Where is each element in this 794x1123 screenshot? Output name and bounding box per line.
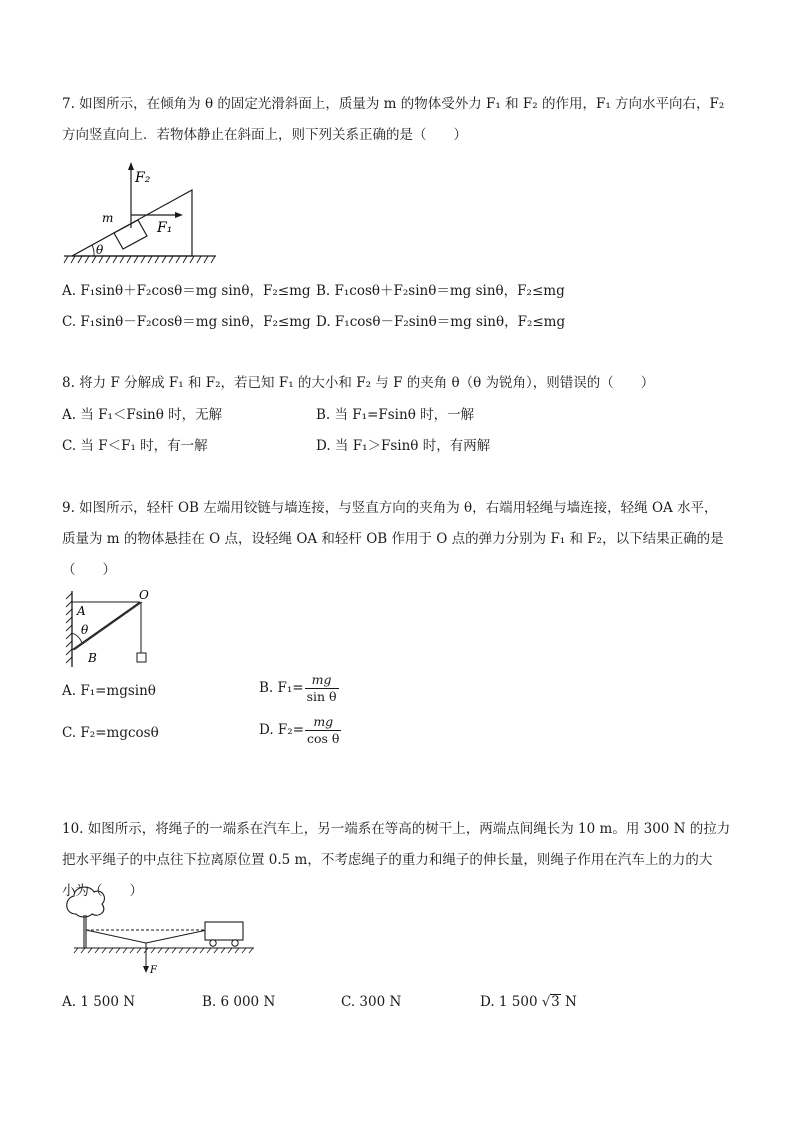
theta-label: θ — [81, 623, 89, 637]
rope-right — [146, 930, 207, 943]
q8-option-a: A. 当 F₁＜Fsinθ 时，无解 — [62, 407, 223, 423]
q8-option-d: D. 当 F₁＞Fsinθ 时，有两解 — [316, 438, 491, 454]
q10-option-b: B. 6 000 N — [202, 994, 276, 1010]
car-body — [205, 922, 243, 940]
point-a-label: A — [77, 604, 86, 618]
q10-rope-figure — [62, 884, 262, 976]
q8-option-b: B. 当 F₁=Fsinθ 时，一解 — [316, 407, 475, 423]
q9-option-d-fraction — [305, 714, 341, 747]
q9-option-d-denominator: cos θ — [307, 731, 340, 746]
q10-option-d-suffix: N — [560, 994, 577, 1010]
q9-option-d — [259, 714, 341, 747]
q9-stem-line3: （ ） — [62, 562, 116, 578]
q10-option-c: C. 300 N — [341, 994, 402, 1010]
q7-option-b: B. F₁cosθ＋F₂sinθ＝mg sinθ，F₂≤mg — [316, 283, 565, 299]
car-wheel-left — [210, 940, 216, 946]
q9-option-b-numerator: mg — [305, 672, 339, 689]
q7-option-a: A. F₁sinθ＋F₂cosθ＝mg sinθ，F₂≤mg — [62, 283, 311, 299]
q9-option-b-prefix: B. F₁= — [259, 680, 304, 696]
sqrt-sign: √ — [541, 995, 551, 1010]
q10-option-d — [480, 993, 577, 1012]
q10-option-a: A. 1 500 N — [62, 994, 136, 1010]
q9-option-c: C. F₂=mgcosθ — [62, 725, 159, 741]
theta-label: θ — [96, 243, 104, 257]
q7-option-d: D. F₁cosθ－F₂sinθ＝mg sinθ，F₂≤mg — [316, 314, 566, 330]
q9-stem-line2: 质量为 m 的物体悬挂在 O 点，设轻绳 OA 和轻杆 OB 作用于 O 点的弹力分别为 F₁ 和 F₂，以下结果正确的是 — [62, 531, 724, 547]
mass-label: m — [102, 211, 114, 225]
q9-option-b — [259, 672, 339, 705]
q7-stem-line2: 方向竖直向上．若物体静止在斜面上，则下列关系正确的是（ ） — [62, 127, 467, 143]
car-wheel-right — [232, 940, 238, 946]
rope-left — [86, 930, 146, 943]
f2-label: F₂ — [135, 170, 151, 186]
q9-rod-figure — [64, 589, 164, 669]
q7-option-c: C. F₁sinθ－F₂cosθ＝mg sinθ，F₂≤mg — [62, 314, 311, 330]
q8-option-c: C. 当 F＜F₁ 时，有一解 — [62, 438, 208, 454]
force-label: F — [150, 965, 157, 976]
q9-option-b-fraction — [305, 672, 339, 705]
q10-option-d-prefix: D. 1 500 — [480, 994, 538, 1010]
point-b-label: B — [88, 651, 97, 665]
q7-stem-line1: 7. 如图所示，在倾角为 θ 的固定光滑斜面上，质量为 m 的物体受外力 F₁ 和 F₂ 的作用，F₁ 方向水平向右，F₂ — [62, 96, 725, 112]
q9-option-b-denominator: sin θ — [306, 689, 337, 704]
q10-stem-line1: 10. 如图所示，将绳子的一端系在汽车上，另一端系在等高的树干上，两端点间绳长为 10 m。用 300 N 的拉力 — [62, 821, 731, 837]
q9-option-a: A. F₁=mgsinθ — [62, 683, 156, 699]
hanging-mass — [137, 653, 146, 662]
q9-option-d-numerator: mg — [305, 714, 341, 731]
q10-option-d-radicand: 3 — [551, 994, 560, 1010]
f1-label: F₁ — [157, 220, 173, 236]
tree-icon — [67, 887, 105, 917]
q10-stem-line2: 把水平绳子的中点往下拉离原位置 0.5 m，不考虑绳子的重力和绳子的伸长量，则绳子作用在汽车上的力的大 — [62, 852, 713, 868]
q9-option-d-prefix: D. F₂= — [259, 722, 305, 738]
q9-stem-line1: 9. 如图所示，轻杆 OB 左端用铰链与墙连接，与竖直方向的夹角为 θ，右端用轻绳与墙连接，轻绳 OA 水平， — [62, 500, 718, 516]
q8-stem-line1: 8. 将力 F 分解成 F₁ 和 F₂，若已知 F₁ 的大小和 F₂ 与 F 的夹角 θ（θ 为锐角），则错误的（ ） — [62, 375, 655, 391]
point-o-label: O — [139, 588, 149, 602]
q7-incline-figure — [62, 158, 222, 268]
q10-stem-line3: 小为（ ） — [62, 883, 143, 899]
